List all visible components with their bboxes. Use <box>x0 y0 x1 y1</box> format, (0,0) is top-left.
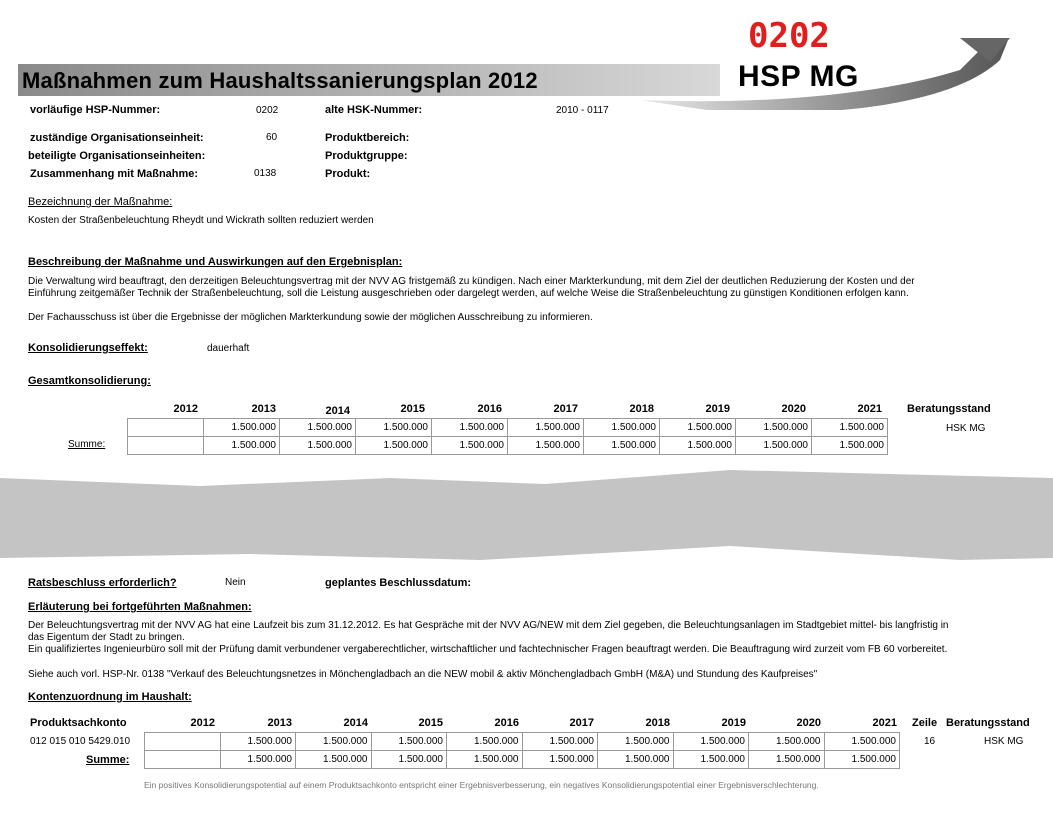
table-cell: 1.500.000 <box>280 419 356 437</box>
konten-summe-label: Summe: <box>86 754 130 766</box>
table-cell: 1.500.000 <box>356 437 432 455</box>
table-cell: 1.500.000 <box>280 437 356 455</box>
zeile-value: 16 <box>924 736 936 747</box>
gesamt-year-2019: 2019 <box>705 403 730 415</box>
table-cell: 1.500.000 <box>371 751 447 769</box>
table-cell: 1.500.000 <box>508 437 584 455</box>
table-cell: 1.500.000 <box>447 733 523 751</box>
table-cell: 1.500.000 <box>673 733 749 751</box>
table-cell <box>128 437 204 455</box>
table-cell: 1.500.000 <box>356 419 432 437</box>
gesamt-year-2015: 2015 <box>400 403 425 415</box>
konten-table <box>144 732 900 769</box>
konten-heading: Kontenzuordnung im Haushalt: <box>28 691 192 703</box>
erlaeuterung-heading: Erläuterung bei fortgeführten Maßnahmen: <box>28 601 252 613</box>
konten-year-2016: 2016 <box>494 717 519 729</box>
table-cell: 1.500.000 <box>204 419 280 437</box>
page-title: Maßnahmen zum Haushaltssanierungsplan 2012 <box>22 68 538 93</box>
table-cell: 1.500.000 <box>371 733 447 751</box>
gesamt-year-2016: 2016 <box>477 403 502 415</box>
konten-beratung-value: HSK MG <box>984 736 1024 747</box>
table-cell: 1.500.000 <box>749 733 825 751</box>
table-cell: 1.500.000 <box>204 437 280 455</box>
produktbereich-label: Produktbereich: <box>325 132 410 144</box>
table-cell: 1.500.000 <box>584 437 660 455</box>
table-cell: 1.500.000 <box>812 419 888 437</box>
table-cell: 1.500.000 <box>812 437 888 455</box>
produkt-label: Produkt: <box>325 168 371 180</box>
gesamt-summe-label: Summe: <box>68 439 106 450</box>
gesamt-table <box>127 418 888 455</box>
table-cell: 1.500.000 <box>749 751 825 769</box>
zeile-label: Zeile <box>912 717 938 729</box>
table-cell: 1.500.000 <box>522 733 598 751</box>
gesamt-year-2021: 2021 <box>857 403 882 415</box>
table-cell <box>145 751 221 769</box>
konten-year-2017: 2017 <box>569 717 594 729</box>
table-cell: 1.500.000 <box>598 751 674 769</box>
table-cell: 1.500.000 <box>508 419 584 437</box>
table-cell: 1.500.000 <box>660 419 736 437</box>
gesamt-beratung-label: Beratungsstand <box>907 403 991 415</box>
table-cell: 1.500.000 <box>220 751 296 769</box>
red-id-number: 0202 <box>748 16 830 56</box>
konten-year-2015: 2015 <box>418 717 443 729</box>
logo-text: HSP MG <box>738 60 859 93</box>
table-cell: 1.500.000 <box>824 733 900 751</box>
konten-beratung-label: Beratungsstand <box>946 717 1030 729</box>
konten-year-2020: 2020 <box>796 717 821 729</box>
zusammenhang-value: 0138 <box>254 168 277 179</box>
table-cell: 1.500.000 <box>824 751 900 769</box>
gesamt-beratung-value: HSK MG <box>946 423 986 434</box>
produktgruppe-label: Produktgruppe: <box>325 150 408 162</box>
konsolidierung-value: dauerhaft <box>207 343 250 354</box>
hsp-number-value: 0202 <box>256 105 279 116</box>
beschreibung-line1: Die Verwaltung wird beauftragt, den derzeitigen Beleuchtungsvertrag mit der NVV AG fristgemäß zu kündigen. Nach einer Markterkundung, mit dem Ziel der deutlichen Reduzierung der Kosten und der <box>28 276 915 287</box>
konten-year-2021: 2021 <box>872 717 897 729</box>
table-cell: 1.500.000 <box>296 733 372 751</box>
table-cell: 1.500.000 <box>220 733 296 751</box>
konten-year-2018: 2018 <box>645 717 670 729</box>
table-row <box>128 437 888 455</box>
hsp-number-label: vorläufige HSP-Nummer: <box>30 104 161 116</box>
erlaeuterung-line4: Siehe auch vorl. HSP-Nr. 0138 "Verkauf des Beleuchtungsnetzes in Mönchengladbach an die NEW mobil & aktiv Mönchengladbach GmbH (M&A) und Stundung des Kaufpreises" <box>28 669 818 680</box>
page-break-band <box>0 460 1053 580</box>
erlaeuterung-line2: das Eigentum der Stadt zu bringen. <box>28 632 185 643</box>
table-cell: 1.500.000 <box>447 751 523 769</box>
table-cell: 1.500.000 <box>736 437 812 455</box>
gesamt-heading: Gesamtkonsolidierung: <box>28 375 151 387</box>
bezeichnung-text: Kosten der Straßenbeleuchtung Rheydt und Wickrath sollten reduziert werden <box>28 215 374 226</box>
konten-year-2014: 2014 <box>343 717 368 729</box>
konten-year-2012: 2012 <box>190 717 215 729</box>
table-cell: 1.500.000 <box>432 419 508 437</box>
konten-year-2019: 2019 <box>721 717 746 729</box>
footnote: Ein positives Konsolidierungspotential auf einem Produktsachkonto entspricht einer Ergebnisverbesserung, ein negatives Konsolidierungspotential einer Ergebnisverschlechterung. <box>144 780 819 790</box>
gesamt-year-2013: 2013 <box>251 403 276 415</box>
table-cell: 1.500.000 <box>660 437 736 455</box>
produktsachkonto-label: Produktsachkonto <box>30 717 127 729</box>
beteiligte-label: beteiligte Organisationseinheiten: <box>28 150 206 162</box>
bezeichnung-heading: Bezeichnung der Maßnahme: <box>28 196 173 208</box>
table-cell <box>145 733 221 751</box>
konsolidierung-label: Konsolidierungseffekt: <box>28 342 148 354</box>
table-cell: 1.500.000 <box>522 751 598 769</box>
org-unit-label: zuständige Organisationseinheit: <box>30 132 204 144</box>
beschreibung-line3: Der Fachausschuss ist über die Ergebnisse der möglichen Markterkundung sowie der möglichen Ausschreibung zu informieren. <box>28 312 593 323</box>
konten-year-2013: 2013 <box>267 717 292 729</box>
table-cell: 1.500.000 <box>432 437 508 455</box>
beschreibung-heading: Beschreibung der Maßnahme und Auswirkungen auf den Ergebnisplan: <box>28 256 403 268</box>
zusammenhang-label: Zusammenhang mit Maßnahme: <box>30 168 199 180</box>
gesamt-year-2012: 2012 <box>173 403 198 415</box>
org-unit-value: 60 <box>266 132 278 143</box>
hsk-number-label: alte HSK-Nummer: <box>325 104 423 116</box>
table-row <box>128 419 888 437</box>
table-cell: 1.500.000 <box>584 419 660 437</box>
gesamt-year-2014: 2014 <box>325 405 350 417</box>
gesamt-year-2018: 2018 <box>629 403 654 415</box>
beschlussdatum-label: geplantes Beschlussdatum: <box>325 577 472 589</box>
table-cell: 1.500.000 <box>598 733 674 751</box>
gesamt-year-2017: 2017 <box>553 403 578 415</box>
table-cell: 1.500.000 <box>296 751 372 769</box>
rat-value: Nein <box>225 577 246 588</box>
konto-number: 012 015 010 5429.010 <box>30 736 131 747</box>
beschreibung-line2: Einführung zeitgemäßer Technik der Straßenbeleuchtung, soll die Leistung ausgeschrieben oder dargelegt werden, auf welche Weise die Straßenbeleuchtung zu günstigen Konditionen erfolgen kann. <box>28 288 909 299</box>
table-row <box>145 751 900 769</box>
table-cell: 1.500.000 <box>673 751 749 769</box>
table-cell <box>128 419 204 437</box>
erlaeuterung-line1: Der Beleuchtungsvertrag mit der NVV AG hat eine Laufzeit bis zum 31.12.2012. Es hat Gespräche mit der NVV AG/NEW mit dem Ziel gegeben, die Beleuchtungsanlagen im Stadtgebiet mittel- bis langfristig in <box>28 620 949 631</box>
rat-label: Ratsbeschluss erforderlich? <box>28 577 177 589</box>
table-cell: 1.500.000 <box>736 419 812 437</box>
gesamt-year-2020: 2020 <box>781 403 806 415</box>
erlaeuterung-line3: Ein qualifiziertes Ingenieurbüro soll mit der Prüfung damit verbundener vergaberechtlicher, wirtschaftlicher und fachtechnischer Fragen beauftragt werden. Die Beauftragung wird zurzeit vom FB 60 vorbereitet. <box>28 644 948 655</box>
hsk-number-value: 2010 - 0117 <box>556 105 609 116</box>
table-row <box>145 733 900 751</box>
